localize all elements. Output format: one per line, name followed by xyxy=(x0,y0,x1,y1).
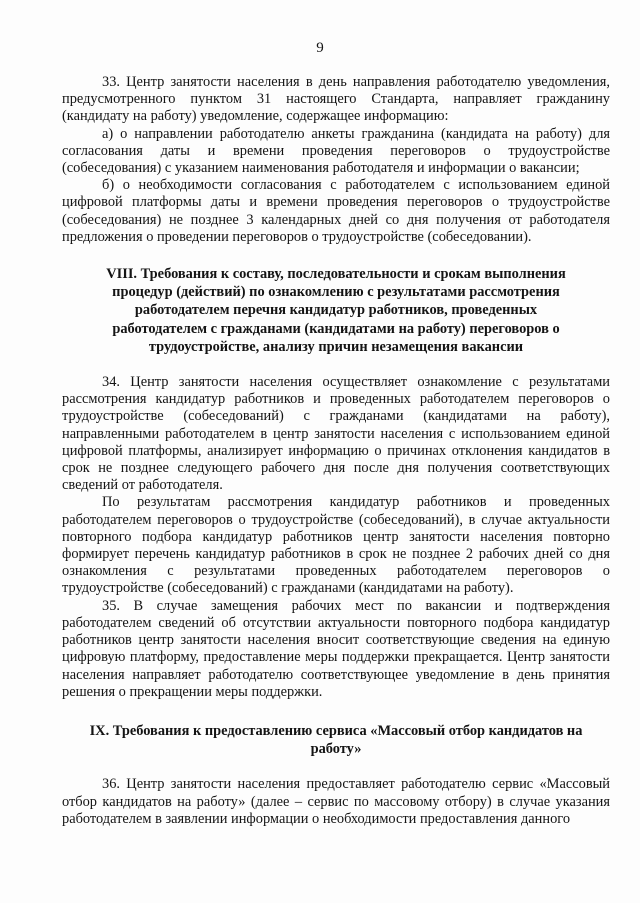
paragraph-34: 34. Центр занятости населения осуществляет ознакомление с результатами рассмотрения кандидатур работников и проведенных работодателем переговоров о трудоустройстве (собеседований) с гражданами (кандидатами на работу), направленными работодателем в центр занятости населения с использованием единой цифровой платформы, анализирует информацию о причинах отклонения кандидатов в срок не позднее следующего рабочего дня после дня получения соответствующих сведений от работодателя. xyxy=(62,374,610,494)
section-heading-ix: IX. Требования к предоставлению сервиса «Массовый отбор кандидатов на работу» xyxy=(89,722,583,758)
paragraph-33-b: б) о необходимости согласования с работодателем с использованием единой цифровой платформы даты и времени проведения переговоров о трудоустройстве (собеседования) не позднее 3 календарных дней со дня получения от работодателя предложения о проведении переговоров о трудоустройстве (собеседовании). xyxy=(62,177,610,245)
section-heading-viii: VIII. Требования к составу, последовательности и срокам выполнения процедур (действий) по ознакомлению с результатами рассмотрения работодателем перечня кандидатур работников, проведенных работодателем с гражданами (кандидатами на работу) переговоров о трудоустройстве, анализу причин незамещения вакансии xyxy=(106,266,566,355)
paragraph-34-results: По результатам рассмотрения кандидатур работников и проведенных работодателем переговоров о трудоустройстве (собеседований), в случае актуальности повторного подбора кандидатур работников центр занятости населения повторно формирует перечень кандидатур работников в срок не позднее 2 рабочих дней со дня ознакомления с результатами проведенных работодателем переговоров о трудоустройстве (собеседований) с гражданами (кандидатами на работу). xyxy=(62,494,610,597)
page-number: 9 xyxy=(316,40,324,56)
paragraph-35: 35. В случае замещения рабочих мест по вакансии и подтверждения работодателем сведений об отсутствии актуальности повторного подбора кандидатур работников центр занятости населения вносит соответствующие сведения на единую цифровую платформу, предоставление меры поддержки прекращается. Центр занятости населения направляет работодателю соответствующее уведомление в день принятия решения о прекращении меры поддержки. xyxy=(62,597,610,700)
paragraph-33: 33. Центр занятости населения в день направления работодателю уведомления, предусмотренного пунктом 31 настоящего Стандарта, направляет гражданину (кандидату на работу) уведомление, содержащее информацию: xyxy=(62,74,610,125)
paragraph-33-a: а) о направлении работодателю анкеты гражданина (кандидата на работу) для согласования даты и времени проведения переговоров о трудоустройстве (собеседования) с указанием наименования работодателя и информации о вакансии; xyxy=(62,125,610,177)
document-body xyxy=(62,74,610,828)
paragraph-36: 36. Центр занятости населения предоставляет работодателю сервис «Массовый отбор кандидатов на работу» (далее – сервис по массовому отбору) в случае указания работодателем в заявлении информации о необходимости предоставления данного xyxy=(62,776,610,827)
